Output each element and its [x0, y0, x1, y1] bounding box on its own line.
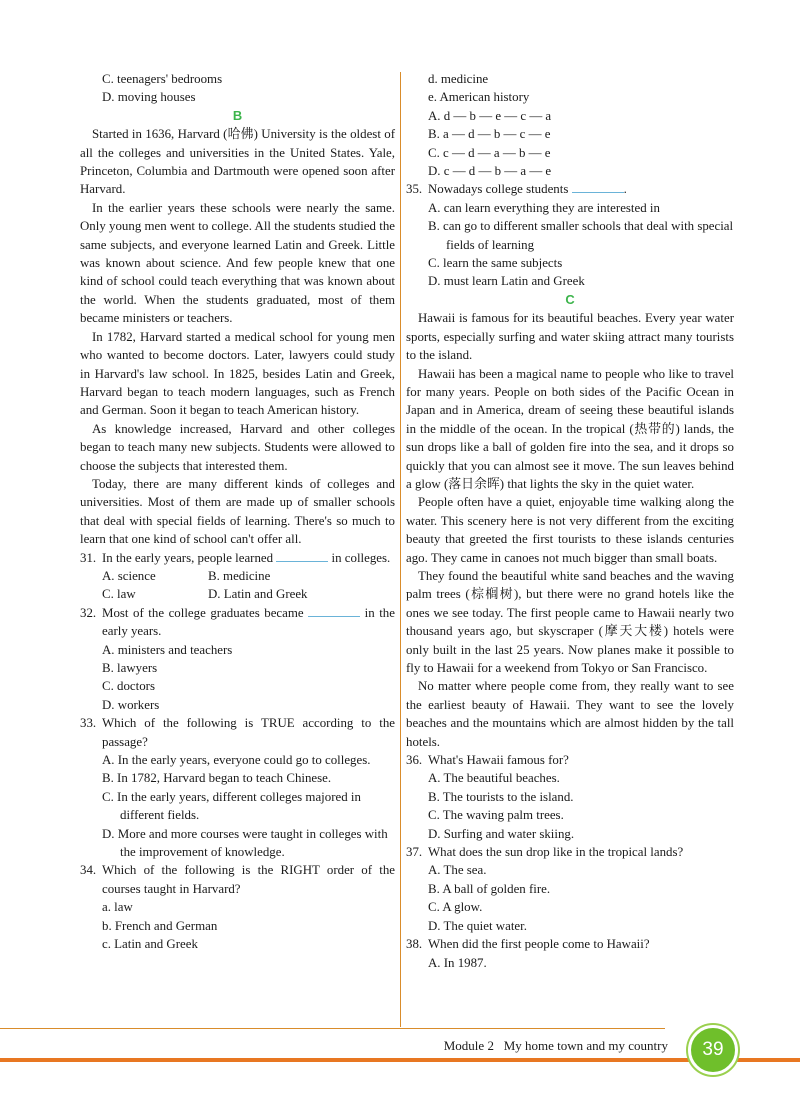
question-34: 34. Which of the following is the RIGHT order of the courses taught in Harvard? [80, 863, 395, 896]
question-32: 32. Most of the college graduates became in the early years. [80, 605, 395, 639]
footer-bar [0, 1058, 800, 1062]
course-item: d. medicine [428, 72, 489, 86]
option: A. The beautiful beaches. [428, 771, 560, 786]
option: C. teenagers' bedrooms [102, 72, 223, 86]
option: C. law [102, 587, 136, 602]
question-36: 36. What's Hawaii famous for? [406, 753, 569, 768]
option: B. A ball of golden fire. [428, 881, 551, 896]
option: A. ministers and teachers [102, 642, 233, 657]
passage-paragraph: In the earlier years these schools were nearly the same. Only young men went to college. All the students studied the same subjects, and everyone learned Latin and Greek. Little was known about science. And few people knew that one kind of school could teach everything that was known about the world. When the students graduated, most of them became ministers or teachers. [80, 200, 395, 326]
option: D. workers [102, 697, 160, 712]
option-row [80, 567, 395, 585]
option: A. science [102, 568, 156, 583]
question-33: 33. Which of the following is TRUE according to the passage? [80, 716, 395, 749]
option: C. A glow. [428, 900, 483, 915]
passage-paragraph: Today, there are many different kinds of colleges and universities. Most of them are made up of smaller schools that deal with special fields of learning. There's so much to learn that one kind of school can't offer all. [80, 476, 395, 547]
passage-paragraph: They found the beautiful white sand beaches and the waving palm trees (棕榈树), but there were no grand hotels like the ones we see today. The first people came to Hawaii nearly two thousand years ago, but skyscraper (摩天大楼) hotels were only built in the last 25 years. Now planes make it possible to fly to Hawaii for a weekend from Tokyo or San Francisco. [406, 568, 734, 675]
module-title: My home town and my country [503, 1038, 668, 1053]
option: C. doctors [102, 679, 155, 694]
running-footer [444, 1038, 668, 1054]
option: A. can learn everything they are interested in [428, 200, 660, 215]
module-label: Module 2 [443, 1038, 494, 1053]
column-divider [400, 72, 401, 1027]
option: C. In the early years, different colleges majored in different fields. [102, 789, 361, 823]
passage-paragraph: Hawaii is famous for its beautiful beaches. Every year water sports, especially surfing and water skiing attract many tourists to the island. [406, 311, 734, 363]
question-31: 31. In the early years, people learned in colleges. [80, 550, 391, 565]
question-37: 37. What does the sun drop like in the tropical lands? [406, 845, 684, 860]
option: B. The tourists to the island. [428, 789, 574, 804]
passage-paragraph: In 1782, Harvard started a medical school for young men who wanted to become doctors. Later, lawyers could study in Harvard's law school. In 1825, besides Latin and Greek, Harvard began to teach modern languages, such as French and German. Soon it began to teach American history. [80, 329, 395, 418]
option-row [80, 585, 395, 603]
option: A. In 1987. [428, 955, 487, 970]
answer-blank[interactable] [276, 550, 328, 562]
option: B. medicine [208, 568, 271, 583]
passage-paragraph: Started in 1636, Harvard (哈佛) University is the oldest of all the colleges and universities in the United States. Yale, Princeton, Columbia and Dartmouth were opened soon after Harvard. [80, 127, 395, 197]
option: A. In the early years, everyone could go to colleges. [102, 753, 371, 768]
option: B. a — d — b — c — e [428, 127, 551, 142]
passage-paragraph: As knowledge increased, Harvard and other colleges began to teach many new subjects. Students were allowed to choose the subjects that interested them. [80, 421, 395, 473]
course-item: a. law [102, 900, 133, 915]
option: D. Surfing and water skiing. [428, 826, 575, 841]
passage-paragraph: No matter where people come from, they really want to see the earliest beauty of Hawaii. They want to see the lovely beaches and the mountains which are almost hidden by the tall hotels. [406, 679, 734, 749]
option: D. c — d — b — a — e [428, 164, 552, 179]
answer-blank[interactable] [308, 605, 360, 617]
passage-paragraph: People often have a quiet, enjoyable time walking along the water. This scenery here is not very different from the exciting beauty that greeted the first tourists to these islands centuries ago. They came in canoes not much bigger than small boats. [406, 495, 734, 565]
option: B. In 1782, Harvard began to teach Chinese. [102, 771, 332, 786]
option: D. The quiet water. [428, 918, 527, 933]
option: D. Latin and Greek [208, 587, 308, 602]
question-38: 38. When did the first people come to Hawaii? [406, 937, 650, 952]
course-item: c. Latin and Greek [102, 937, 198, 952]
passage-paragraph: Hawaii has been a magical name to people who like to travel for many years. People on both sides of the Pacific Ocean in Japan and in America, dream of seeing these beautiful islands in the middle of the ocean. In the tropical (热带的) lands, the sun drops like a ball of golden fire into the sea, and it drops so quickly that you can almost see it move. The sun leaves behind a glow (落日余晖) that lights the sky in the quiet water. [406, 366, 734, 491]
option: D. More and more courses were taught in colleges with the improvement of knowledge. [102, 826, 388, 860]
option: D. moving houses [102, 90, 196, 105]
course-item: b. French and German [102, 918, 218, 933]
option: A. The sea. [428, 863, 487, 878]
option: C. learn the same subjects [428, 256, 563, 271]
course-item: e. American history [428, 90, 530, 105]
page-number-badge: 39 [688, 1025, 738, 1075]
option: C. The waving palm trees. [428, 808, 564, 823]
right-column [406, 70, 734, 972]
section-heading-b: B [232, 107, 243, 123]
answer-blank[interactable] [572, 181, 624, 193]
question-35: 35. Nowadays college students . [406, 182, 627, 197]
option: A. d — b — e — c — a [428, 108, 552, 123]
option: B. can go to different smaller schools that deal with special fields of learning [428, 219, 734, 252]
option: D. must learn Latin and Greek [428, 274, 585, 289]
left-column [80, 70, 395, 954]
option: C. c — d — a — b — e [428, 145, 551, 160]
footer-rule [0, 1028, 665, 1029]
option: B. lawyers [102, 661, 158, 675]
section-heading-c: C [565, 291, 575, 307]
